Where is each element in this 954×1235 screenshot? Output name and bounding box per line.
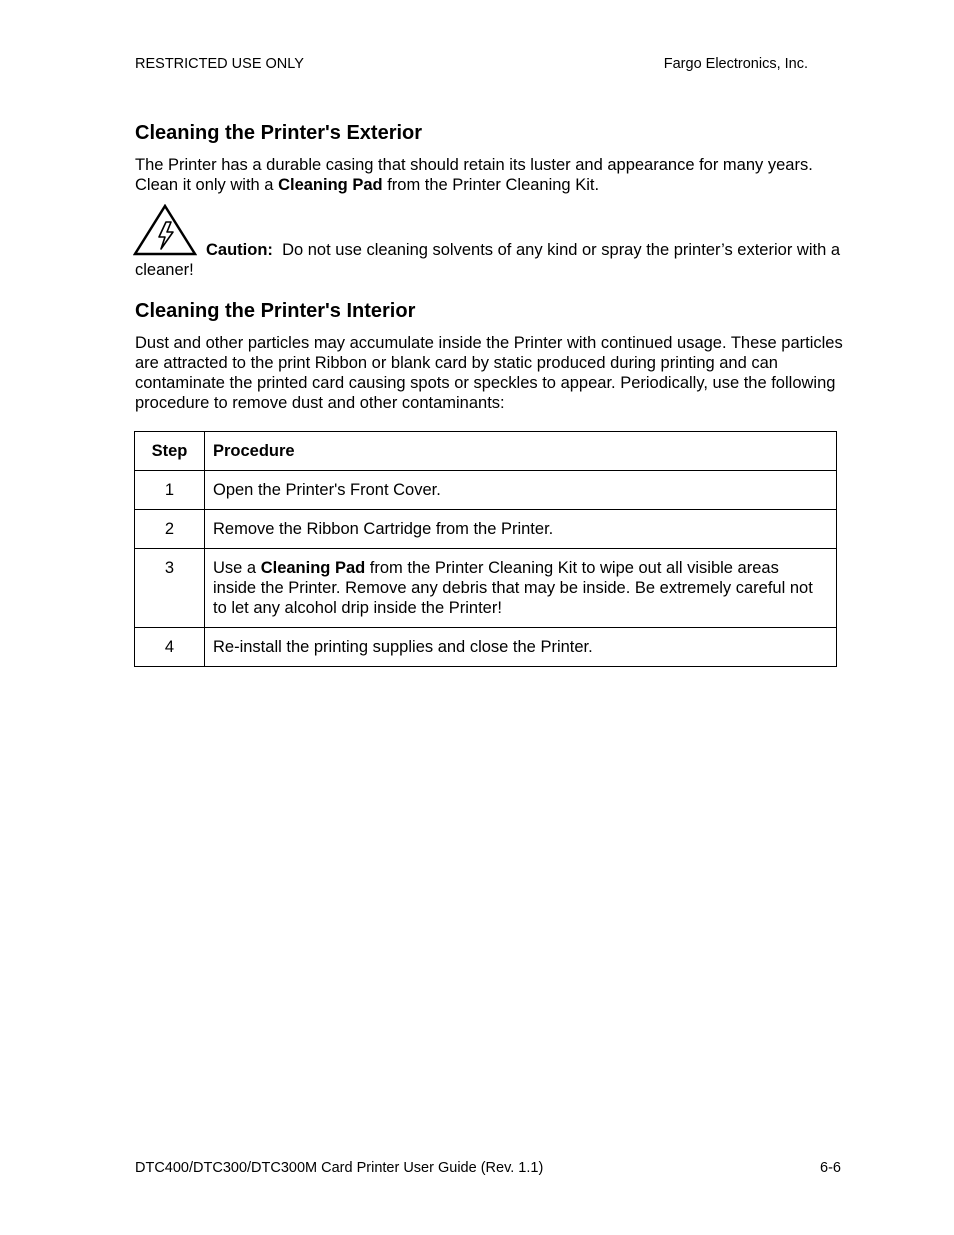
page-number: 6-6 xyxy=(820,1160,841,1176)
procedure-text-pre: Re-install the printing supplies and close the Printer. xyxy=(213,638,593,656)
procedure-text xyxy=(213,471,826,509)
caution-text: Do not use cleaning solvents of any kind or spray the printer’s exterior with a cleaner! xyxy=(135,241,845,279)
column-header-step: Step xyxy=(135,432,205,471)
step-number: 2 xyxy=(164,520,175,538)
procedure-text xyxy=(213,549,826,627)
interior-paragraph: Dust and other particles may accumulate inside the Printer with continued usage. These particles are attracted to the print Ribbon or blank card by static produced during printing and can contaminate the printed card causing spots or speckles to appear. Periodically, use the following procedure to remove dust and other contaminants: xyxy=(135,334,843,412)
caution-paragraph xyxy=(135,240,850,280)
step-number-cell xyxy=(135,510,205,549)
step-number-cell xyxy=(135,628,205,667)
procedure-text-pre: Use a xyxy=(213,559,261,577)
table-row xyxy=(135,628,837,667)
table-row xyxy=(135,510,837,549)
step-number: 1 xyxy=(164,481,175,499)
exterior-heading: Cleaning the Printer's Exterior xyxy=(135,122,423,144)
table-row xyxy=(135,549,837,628)
procedure-text xyxy=(213,510,826,548)
procedure-text-bold: Cleaning Pad xyxy=(260,559,366,577)
exterior-paragraph xyxy=(135,155,850,195)
table-row xyxy=(135,471,837,510)
step-number-cell xyxy=(135,549,205,628)
exterior-text-post: from the Printer Cleaning Kit. xyxy=(382,176,600,194)
exterior-text-pre: The Printer has a durable casing that should retain its luster and appearance for many years. Clean it only with a xyxy=(135,156,813,194)
procedure-text xyxy=(213,628,826,666)
step-number: 3 xyxy=(164,559,175,577)
table-header-row xyxy=(135,432,837,471)
step-number: 4 xyxy=(164,638,175,656)
interior-heading: Cleaning the Printer's Interior xyxy=(135,300,416,322)
step-number-cell xyxy=(135,471,205,510)
procedure-cell xyxy=(205,549,837,628)
procedure-text-post: from the Printer Cleaning Kit to wipe out all visible areas inside the Printer. Remove any debris that may be inside. Be extremely careful not to let any alcohol drip inside the Printer! xyxy=(213,559,813,617)
header-right-text: Fargo Electronics, Inc. xyxy=(663,56,808,72)
procedure-text-pre: Remove the Ribbon Cartridge from the Printer. xyxy=(213,520,554,538)
procedure-text-pre: Open the Printer's Front Cover. xyxy=(213,481,441,499)
procedure-table xyxy=(134,431,837,667)
procedure-cell xyxy=(205,628,837,667)
footer-left-text: DTC400/DTC300/DTC300M Card Printer User Guide (Rev. 1.1) xyxy=(135,1160,544,1176)
caution-label: Caution: xyxy=(206,241,273,259)
header-left-text: RESTRICTED USE ONLY xyxy=(135,56,304,72)
procedure-cell xyxy=(205,471,837,510)
procedure-cell xyxy=(205,510,837,549)
exterior-text-bold: Cleaning Pad xyxy=(278,176,383,194)
column-header-procedure: Procedure xyxy=(205,432,837,471)
